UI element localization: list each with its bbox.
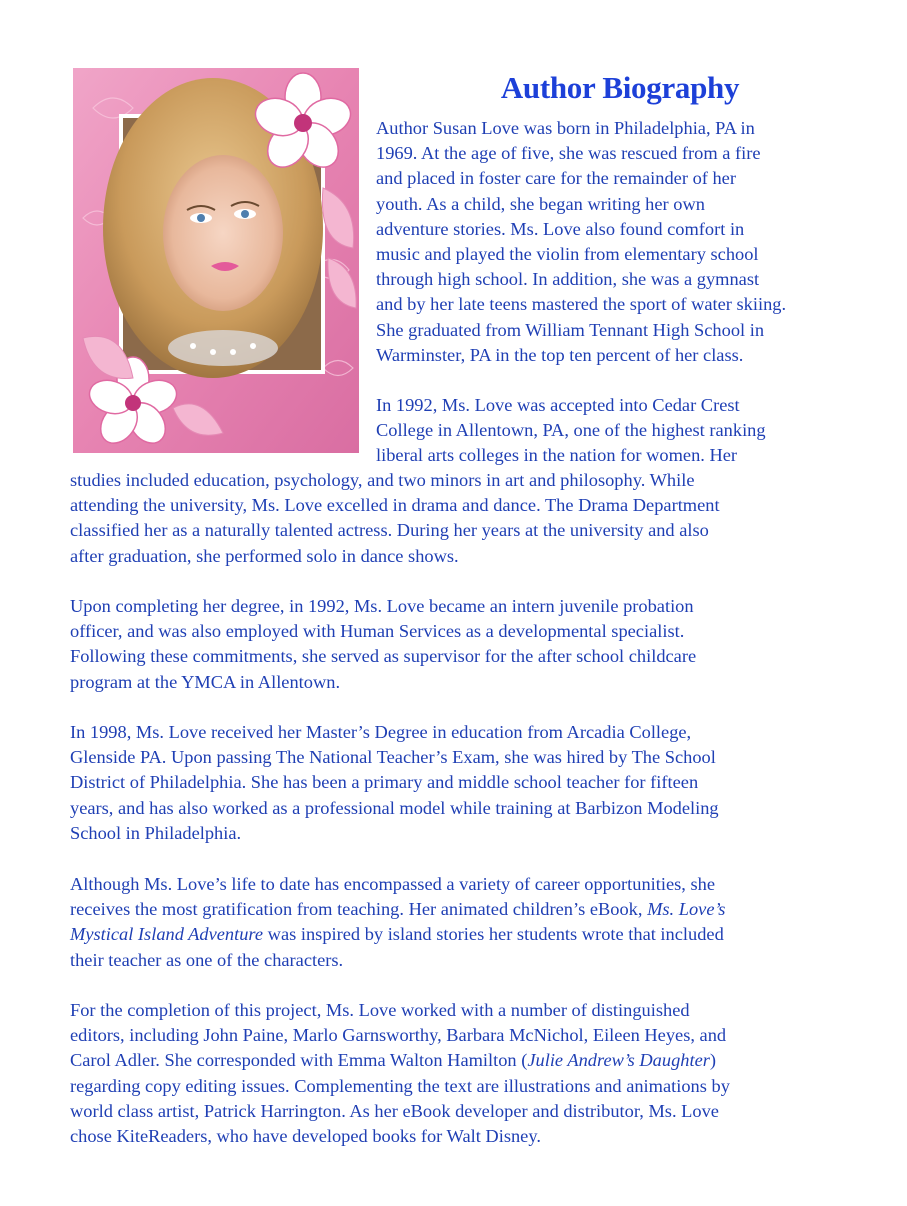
text-line: after graduation, she performed solo in dance shows.: [70, 545, 459, 566]
text-line: Following these commitments, she served as supervisor for the after school childcare: [70, 646, 697, 667]
author-photo: [73, 68, 359, 453]
text-line: years, and has also worked as a professional model while training at Barbizon Modeling: [70, 797, 719, 818]
text-line: adventure stories. Ms. Love also found comfort in: [376, 218, 745, 239]
text-line: through high school. In addition, she was a gymnast: [376, 269, 760, 290]
text-line: and by her late teens mastered the sport of water skiing.: [376, 294, 787, 315]
text-line: classified her as a naturally talented actress. During her years at the university and also: [70, 520, 709, 541]
text-line: College in Allentown, PA, one of the highest ranking: [376, 420, 766, 441]
text-line: Although Ms. Love’s life to date has encompassed a variety of career opportunities, she: [70, 874, 716, 894]
text-line: [70, 1048, 870, 1073]
text-line: youth. As a child, she began writing her own: [376, 193, 705, 214]
text-line: Warminster, PA in the top ten percent of her class.: [376, 344, 744, 365]
text-line: music and played the violin from elementary school: [376, 244, 759, 265]
text-segment: ): [709, 1050, 717, 1071]
text-line: officer, and was also employed with Human Services as a developmental specialist.: [70, 621, 685, 642]
text-line: attending the university, Ms. Love excelled in drama and dance. The Drama Department: [70, 495, 720, 516]
page-title: Author Biography: [500, 70, 740, 105]
paragraph-early-life: [376, 116, 868, 368]
paragraph-credits: [70, 998, 870, 1149]
paragraph-career: [70, 594, 870, 695]
text-line: [70, 897, 870, 922]
paragraph-college-start: [376, 393, 856, 469]
book-title-part: Mystical Island Adventure: [70, 924, 264, 945]
text-line: In 1998, Ms. Love received her Master’s Degree in education from Arcadia College,: [70, 722, 692, 742]
text-line: world class artist, Patrick Harrington. As her eBook developer and distributor, Ms. Love: [70, 1100, 719, 1121]
text-line: program at the YMCA in Allentown.: [70, 671, 341, 692]
book-title-part: Ms. Love’s: [647, 899, 726, 920]
text-line: District of Philadelphia. She has been a primary and middle school teacher for fifteen: [70, 772, 699, 793]
text-line: chose KiteReaders, who have developed books for Walt Disney.: [70, 1126, 541, 1147]
text-line: Author Susan Love was born in Philadelphia, PA in: [376, 118, 755, 138]
text-line: their teacher as one of the characters.: [70, 949, 344, 970]
text-line: School in Philadelphia.: [70, 822, 242, 843]
text-line: For the completion of this project, Ms. Love worked with a number of distinguished: [70, 1000, 690, 1020]
text-segment: Carol Adler. She corresponded with Emma Walton Hamilton (: [70, 1050, 528, 1071]
text-line: liberal arts colleges in the nation for women. Her: [376, 445, 738, 466]
paragraph-masters: [70, 720, 870, 846]
paragraph-college-continued: [70, 468, 870, 569]
text-line: In 1992, Ms. Love was accepted into Cedar Crest: [376, 395, 740, 415]
text-line: Upon completing her degree, in 1992, Ms. Love became an intern juvenile probation: [70, 596, 694, 616]
text-line: editors, including John Paine, Marlo Garnsworthy, Barbara McNichol, Eileen Heyes, and: [70, 1025, 727, 1046]
text-segment: was inspired by island stories her students wrote that included: [263, 924, 724, 945]
text-segment: receives the most gratification from teaching. Her animated children’s eBook,: [70, 899, 648, 920]
italic-note: Julie Andrew’s Daughter: [527, 1050, 710, 1071]
text-line: regarding copy editing issues. Complementing the text are illustrations and animations by: [70, 1075, 730, 1096]
text-line: Glenside PA. Upon passing The National Teacher’s Exam, she was hired by The School: [70, 747, 716, 768]
text-line: She graduated from William Tennant High School in: [376, 319, 765, 340]
paragraph-ebook: [70, 872, 870, 973]
text-line: 1969. At the age of five, she was rescued from a fire: [376, 143, 761, 164]
text-line: [70, 922, 870, 947]
text-line: and placed in foster care for the remainder of her: [376, 168, 736, 189]
text-line: studies included education, psychology, and two minors in art and philosophy. While: [70, 470, 695, 490]
author-photo-illustration: [73, 68, 359, 453]
